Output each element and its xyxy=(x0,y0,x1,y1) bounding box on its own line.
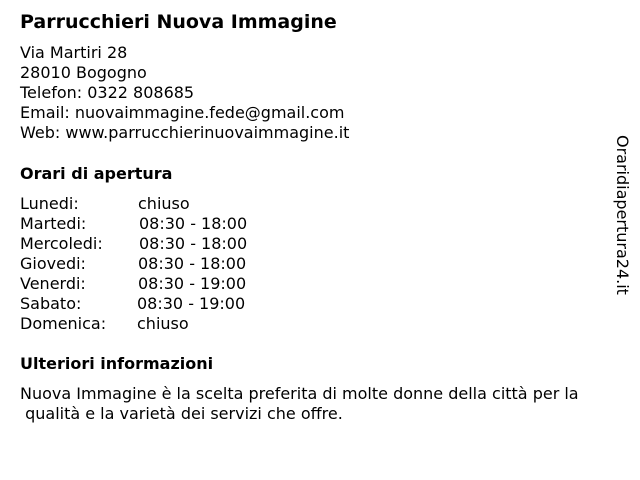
city-address: 28010 Bogogno xyxy=(20,63,147,82)
email-line: Email: nuovaimmagine.fede@gmail.com xyxy=(20,103,345,122)
page-title: Parrucchieri Nuova Immagine xyxy=(20,11,337,33)
address-block xyxy=(20,43,349,143)
day-hours: 08:30 - 19:00 xyxy=(137,294,246,313)
day-hours: 08:30 - 18:00 xyxy=(139,214,248,233)
day-hours: 08:30 - 18:00 xyxy=(139,234,248,253)
day-hours: chiuso xyxy=(138,194,190,213)
web-line: Web: www.parrucchierinuovaimmagine.it xyxy=(20,123,350,142)
day-label: Martedi: xyxy=(20,214,87,233)
day-label: Sabato: xyxy=(20,294,82,313)
day-label: Lunedi: xyxy=(20,194,79,213)
info-heading: Ulteriori informazioni xyxy=(20,354,214,373)
day-label: Giovedi: xyxy=(20,254,86,273)
street-address: Via Martiri 28 xyxy=(20,43,128,62)
day-label: Mercoledi: xyxy=(20,234,103,253)
info-line: Nuova Immagine è la scelta preferita di molte donne della città per la xyxy=(20,384,579,403)
day-hours: 08:30 - 18:00 xyxy=(138,254,247,273)
day-hours: chiuso xyxy=(137,314,189,333)
day-label: Venerdi: xyxy=(20,274,86,293)
info-description xyxy=(20,384,630,424)
day-label: Domenica: xyxy=(20,314,107,333)
day-hours: 08:30 - 19:00 xyxy=(138,274,247,293)
site-brand-vertical: Oraridiapertura24.it xyxy=(613,135,632,295)
hours-heading: Orari di apertura xyxy=(20,164,173,183)
info-line: qualità e la varietà dei servizi che offre. xyxy=(20,404,343,423)
phone-line: Telefon: 0322 808685 xyxy=(20,83,195,102)
